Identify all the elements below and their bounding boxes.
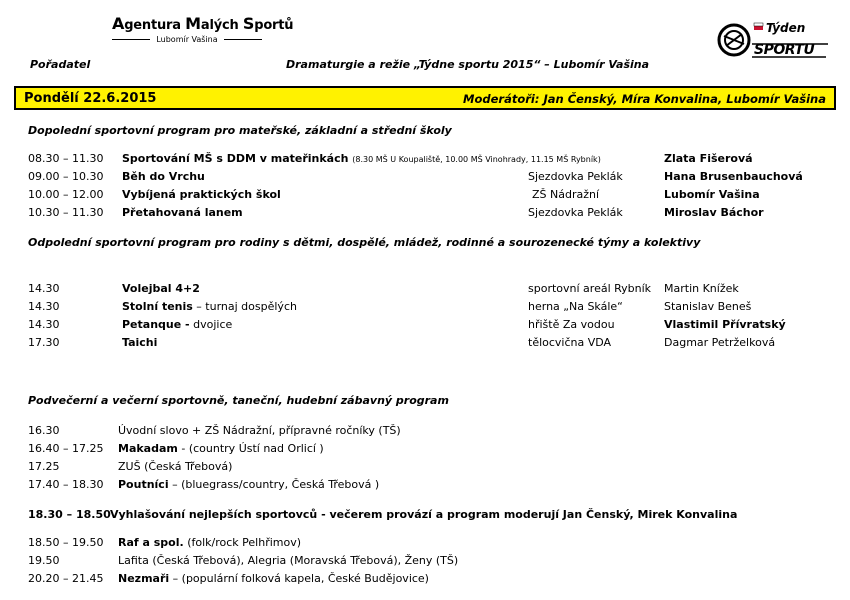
- event-logo: [716, 20, 830, 60]
- row-event-detail: – (populární folková kapela, České Budějovice): [169, 572, 429, 585]
- row-place: Sjezdovka Peklák: [528, 206, 623, 219]
- row-person: Stanislav Beneš: [664, 300, 752, 313]
- row-event: [118, 424, 401, 437]
- row-event-name: Poutníci: [118, 478, 169, 491]
- awards-time: 18.30 – 18.50: [28, 508, 111, 521]
- row-event-name: Sportování MŠ s DDM v mateřinkách: [122, 152, 349, 165]
- row-event: [122, 282, 200, 295]
- row-person: Vlastimil Přívratský: [664, 318, 786, 331]
- agency-letter: S: [242, 14, 255, 33]
- row-time: 10.30 – 11.30: [28, 206, 104, 219]
- row-event: Běh do Vrchu: [122, 170, 205, 183]
- row-event: Přetahovaná lanem: [122, 206, 243, 219]
- agency-letter: M: [185, 14, 201, 33]
- evening-row: [0, 460, 850, 476]
- agency-word: portů: [254, 18, 294, 33]
- day-moderators: Moderátoři: Jan Čenský, Míra Konvalina, Lubomír Vašina: [463, 92, 826, 106]
- row-person: Hana Brusenbauchová: [664, 170, 803, 183]
- row-place: herna „Na Skále“: [528, 300, 623, 313]
- row-event: [122, 300, 297, 313]
- row-time: 08.30 – 11.30: [28, 152, 104, 165]
- program-row: [0, 188, 850, 204]
- day-bar: [14, 86, 836, 110]
- evening-row: [0, 572, 850, 588]
- event-logo-line2: SPORTU: [754, 42, 815, 58]
- row-event-detail: ZUŠ (Česká Třebová): [118, 460, 233, 473]
- awards-row: [0, 508, 850, 524]
- row-time: 14.30: [28, 300, 60, 313]
- evening-row: [0, 424, 850, 440]
- row-event-detail: Úvodní slovo + ZŠ Nádražní, přípravné ročníky (TŠ): [118, 424, 401, 437]
- row-event: [118, 442, 324, 455]
- row-event-name: Petanque -: [122, 318, 190, 331]
- row-event: [122, 152, 601, 165]
- logo-rule-left: [112, 39, 150, 40]
- morning-section-title: Dopolední sportovní program pro mateřské, základní a střední školy: [28, 124, 452, 137]
- row-event: [122, 318, 232, 331]
- awards-text: Vyhlašování nejlepších sportovců - večerem provází a program moderují Jan Čenský, Mirek Konvalina: [110, 508, 738, 521]
- afternoon-section-title: Odpolední sportovní program pro rodiny s dětmi, dospělé, mládež, rodinné a sourozenecké týmy a kolektivy: [28, 236, 701, 249]
- program-row: [0, 336, 850, 352]
- row-event: [118, 460, 232, 473]
- row-time: 09.00 – 10.30: [28, 170, 104, 183]
- agency-logo-sub: Lubomír Vašina: [156, 35, 218, 44]
- day-date: Pondělí 22.6.2015: [24, 91, 157, 106]
- program-row: [0, 300, 850, 316]
- row-event: [118, 554, 458, 567]
- row-event-name: Makadam: [118, 442, 178, 455]
- agency-letter: A: [112, 14, 125, 33]
- row-time: 18.50 – 19.50: [28, 536, 104, 549]
- evening-row: [0, 536, 850, 552]
- evening-row: [0, 442, 850, 458]
- row-person: Lubomír Vašina: [664, 188, 760, 201]
- evening-row: [0, 554, 850, 570]
- row-person: Martin Knížek: [664, 282, 739, 295]
- event-logo-line1: Týden: [766, 21, 806, 35]
- program-row: [0, 206, 850, 222]
- row-time: 14.30: [28, 282, 60, 295]
- agency-logo-name: [112, 14, 294, 33]
- row-place: Sjezdovka Peklák: [528, 170, 623, 183]
- row-event-detail: Lafita (Česká Třebová), Alegria (Moravská Třebová), Ženy (TŠ): [118, 554, 459, 567]
- row-time: 16.30: [28, 424, 60, 437]
- row-event-detail: - (country Ústí nad Orlicí ): [177, 442, 324, 455]
- row-event: [118, 536, 301, 549]
- row-event-note: (8.30 MŠ U Koupaliště, 10.00 MŠ Vinohrady, 11.15 MŠ Rybník): [352, 155, 601, 164]
- row-time: 16.40 – 17.25: [28, 442, 104, 455]
- row-time: 20.20 – 21.45: [28, 572, 104, 585]
- row-time: 17.40 – 18.30: [28, 478, 104, 491]
- row-person: Zlata Fišerová: [664, 152, 753, 165]
- row-time: 17.25: [28, 460, 60, 473]
- evening-section-title: Podvečerní a večerní sportovně, taneční, hudební zábavný program: [28, 394, 449, 407]
- evening-row: [0, 478, 850, 494]
- row-place: sportovní areál Rybník: [528, 282, 652, 295]
- row-person: Dagmar Petrželková: [664, 336, 776, 349]
- row-event-name: Stolní tenis: [122, 300, 193, 313]
- organizer-label: Pořadatel: [30, 58, 91, 71]
- row-place: tělocvična VDA: [528, 336, 612, 349]
- row-event: [118, 478, 379, 491]
- row-event-name: Volejbal 4+2: [122, 282, 200, 295]
- row-event: [122, 336, 157, 349]
- dramaturgy-line: Dramaturgie a režie „Týdne sportu 2015“ – Lubomír Vašina: [286, 58, 650, 71]
- agency-word: alých: [200, 18, 243, 33]
- row-time: 17.30: [28, 336, 60, 349]
- row-time: 14.30: [28, 318, 60, 331]
- row-place: ZŠ Nádražní: [532, 188, 600, 201]
- row-event-detail: dvojice: [189, 318, 233, 331]
- row-event: Vybíjená praktických škol: [122, 188, 281, 201]
- row-time: 19.50: [28, 554, 60, 567]
- row-event: [118, 572, 429, 585]
- row-event-detail: – (bluegrass/country, Česká Třebová ): [168, 478, 380, 491]
- logo-rule-right: [224, 39, 262, 40]
- row-event-name: Nezmaři: [118, 572, 170, 585]
- agency-word: gentura: [124, 18, 186, 33]
- row-time: 10.00 – 12.00: [28, 188, 104, 201]
- agency-logo: [112, 14, 294, 44]
- row-event-name: Raf a spol.: [118, 536, 184, 549]
- program-row: [0, 170, 850, 186]
- row-event-detail: (folk/rock Pelhřimov): [183, 536, 302, 549]
- program-row: [0, 282, 850, 298]
- program-row: [0, 318, 850, 334]
- row-event-name: Taichi: [122, 336, 158, 349]
- row-event-detail: – turnaj dospělých: [192, 300, 297, 313]
- program-row: [0, 152, 850, 168]
- row-place: hřiště Za vodou: [528, 318, 615, 331]
- row-person: Miroslav Báchor: [664, 206, 764, 219]
